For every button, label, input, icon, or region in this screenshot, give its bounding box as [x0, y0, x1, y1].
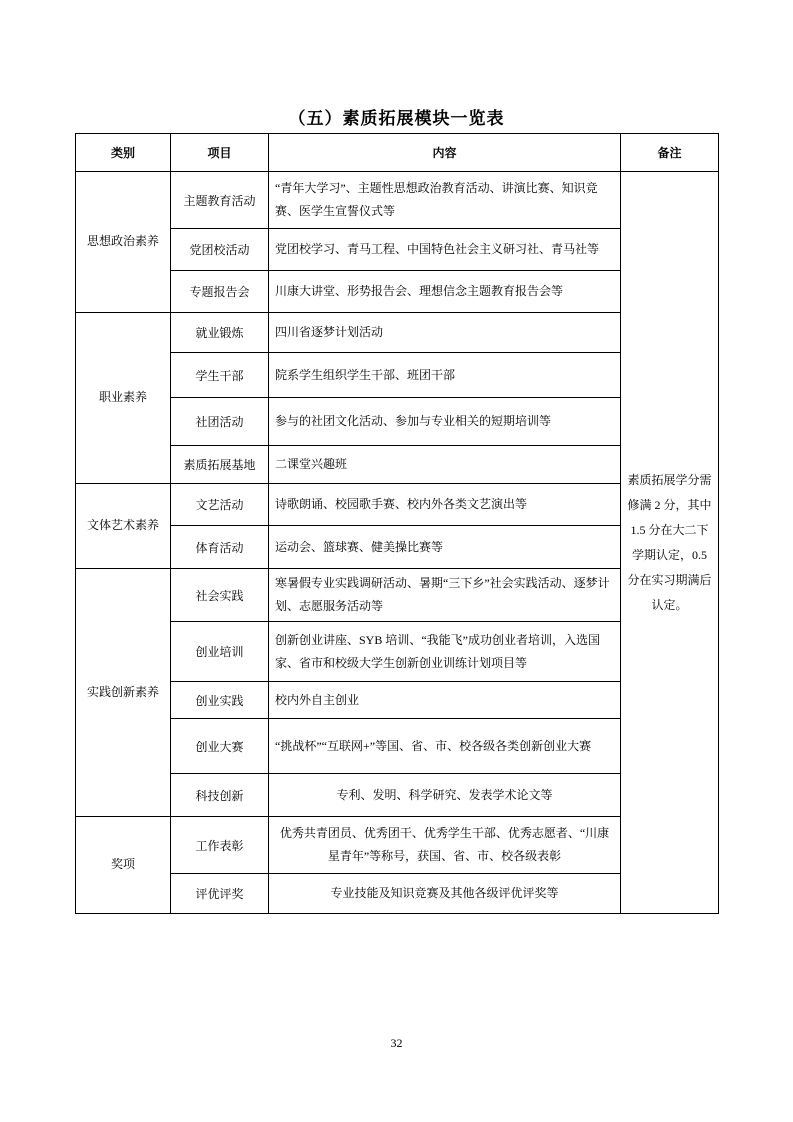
project-cell: 创业大赛: [171, 719, 269, 774]
project-cell: 社团活动: [171, 398, 269, 446]
content-cell: 寒暑假专业实践调研活动、暑期“三下乡”社会实践活动、逐梦计划、志愿服务活动等: [269, 569, 621, 622]
category-cell-ideology: 思想政治素养: [76, 172, 171, 313]
project-cell: 创业实践: [171, 682, 269, 719]
content-cell: 运动会、篮球赛、健美操比赛等: [269, 526, 621, 569]
header-category: 类别: [76, 134, 171, 172]
table-title: （五）素质拓展模块一览表: [288, 109, 505, 128]
content-cell: 参与的社团文化活动、参加与专业相关的短期培训等: [269, 398, 621, 446]
content-cell: 创新创业讲座、SYB 培训、“我能飞”成功创业者培训，入选国家、省市和校级大学生创新创业训练计划项目等: [269, 622, 621, 682]
project-cell: 创业培训: [171, 622, 269, 682]
content-cell: 专业技能及知识竞赛及其他各级评优评奖等: [269, 874, 621, 914]
project-cell: 评优评奖: [171, 874, 269, 914]
category-cell-awards: 奖项: [76, 817, 171, 914]
content-cell: 校内外自主创业: [269, 682, 621, 719]
project-cell: 就业锻炼: [171, 313, 269, 353]
content-cell: 四川省逐梦计划活动: [269, 313, 621, 353]
project-cell: 社会实践: [171, 569, 269, 622]
header-project: 项目: [171, 134, 269, 172]
content-cell: “挑战杯”“互联网+”等国、省、市、校各级各类创新创业大赛: [269, 719, 621, 774]
project-cell: 体育活动: [171, 526, 269, 569]
project-cell: 素质拓展基地: [171, 446, 269, 484]
project-cell: 学生干部: [171, 353, 269, 398]
table-header-row: [76, 134, 719, 172]
page-number: 32: [390, 1036, 403, 1050]
remark-cell: 素质拓展学分需修满 2 分，其中 1.5 分在大二下学期认定，0.5 分在实习期满后认定。: [621, 172, 719, 914]
category-cell-profession: 职业素养: [76, 313, 171, 484]
category-cell-practice-innovation: 实践创新素养: [76, 569, 171, 817]
content-cell: 诗歌朗诵、校园歌手赛、校内外各类文艺演出等: [269, 484, 621, 526]
category-cell-arts-sports: 文体艺术素养: [76, 484, 171, 569]
content-cell: 院系学生组织学生干部、班团干部: [269, 353, 621, 398]
project-cell: 党团校活动: [171, 229, 269, 271]
content-cell: 党团校学习、青马工程、中国特色社会主义研习社、青马社等: [269, 229, 621, 271]
content-cell: 专利、发明、科学研究、发表学术论文等: [269, 774, 621, 817]
project-cell: 科技创新: [171, 774, 269, 817]
content-cell: “青年大学习”、主题性思想政治教育活动、讲演比赛、知识竞赛、医学生宣誓仪式等: [269, 172, 621, 229]
header-remark: 备注: [621, 134, 719, 172]
table-row: [76, 172, 719, 229]
content-cell: 优秀共青团员、优秀团干、优秀学生干部、优秀志愿者、“川康星青年”等称号，获国、省、市、校各级表彰: [269, 817, 621, 874]
project-cell: 文艺活动: [171, 484, 269, 526]
quality-module-table: [75, 133, 719, 914]
project-cell: 工作表彰: [171, 817, 269, 874]
project-cell: 主题教育活动: [171, 172, 269, 229]
content-cell: 川康大讲堂、形势报告会、理想信念主题教育报告会等: [269, 271, 621, 313]
project-cell: 专题报告会: [171, 271, 269, 313]
content-cell: 二课堂兴趣班: [269, 446, 621, 484]
header-content: 内容: [269, 134, 621, 172]
